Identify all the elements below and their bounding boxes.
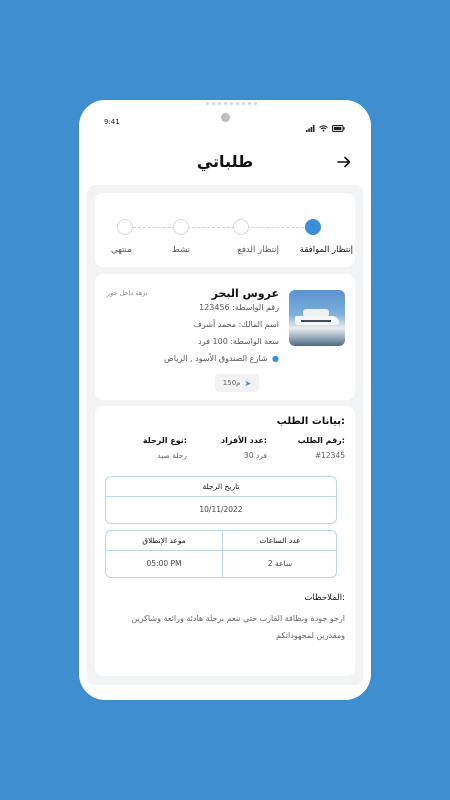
people-count-value: 30 فرد [243, 451, 267, 460]
arrow-right-icon[interactable] [337, 153, 351, 172]
step-label-finished: منتهي [111, 245, 132, 255]
departure-value: 05:00 PM [146, 559, 182, 568]
distance-value: 150م [222, 379, 241, 387]
notes-label: الملاحظات: [304, 593, 345, 603]
trip-type-label: نوع الرحلة: [142, 436, 187, 445]
distance-chip [215, 374, 259, 392]
trip-date-value: 10/11/2022 [199, 505, 243, 514]
battery-icon [332, 117, 345, 136]
status-time: 9:41 [104, 118, 120, 126]
phone-frame [79, 100, 371, 700]
step-dot-finished [117, 219, 133, 235]
hours-value: 2 ساعة [267, 559, 293, 568]
boat-number: رقم الواسطة: 123456 [199, 303, 279, 312]
boat-image [289, 290, 345, 346]
location-pin-icon: ● [272, 354, 279, 363]
steps-connector [123, 227, 319, 228]
boat-location-row [164, 354, 279, 363]
step-dot-active [173, 219, 189, 235]
speaker-grille [206, 102, 257, 105]
boat-trip-tag: نزهة داخل خور [107, 289, 148, 297]
trip-type-value: رحلة صيد [157, 451, 187, 460]
content-area [87, 185, 363, 685]
hours-label: عدد الساعات [259, 536, 301, 545]
order-number-value: #12345 [314, 451, 345, 460]
navigation-arrow-icon: ➤ [244, 378, 252, 388]
front-camera [221, 113, 230, 122]
trip-date-label: تاريخ الرحلة [202, 482, 240, 491]
people-count-label: عدد الأفراد: [221, 436, 267, 445]
step-dot-awaiting-payment [233, 219, 249, 235]
status-icons [306, 117, 345, 136]
wifi-icon [319, 117, 328, 136]
order-status-steps [95, 193, 355, 267]
step-dot-awaiting-approval [305, 219, 321, 235]
notes-text: ارجو جودة ونظافة القارب حتي ننعم برحلة هادئة ورائعة وشاكرين ومقدرين لمجهوداتكم [131, 614, 345, 640]
boat-name: عروس البحر [211, 287, 279, 300]
departure-label: موعد الإنطلاق [142, 536, 186, 545]
boat-location: شارع الصندوق الأسود , الرياض [164, 354, 268, 363]
step-label-active: نشط [172, 245, 191, 255]
order-number-label: رقم الطلب: [297, 436, 345, 445]
step-label-awaiting-approval: إنتظار الموافقة [299, 245, 353, 255]
page-title: طلباتي [196, 152, 254, 171]
signal-icon [306, 117, 315, 136]
boat-capacity: سعة الواسطة: 100 فرد [198, 337, 279, 346]
hours-departure-box [105, 530, 337, 578]
step-label-awaiting-payment: إنتظار الدفع [237, 245, 279, 255]
boat-owner: اسم المالك: محمد أشرف [193, 320, 279, 329]
boat-card[interactable] [95, 274, 355, 400]
request-details-card [95, 406, 355, 676]
trip-date-box [105, 476, 337, 524]
request-details-title: بيانات الطلب: [276, 416, 345, 427]
